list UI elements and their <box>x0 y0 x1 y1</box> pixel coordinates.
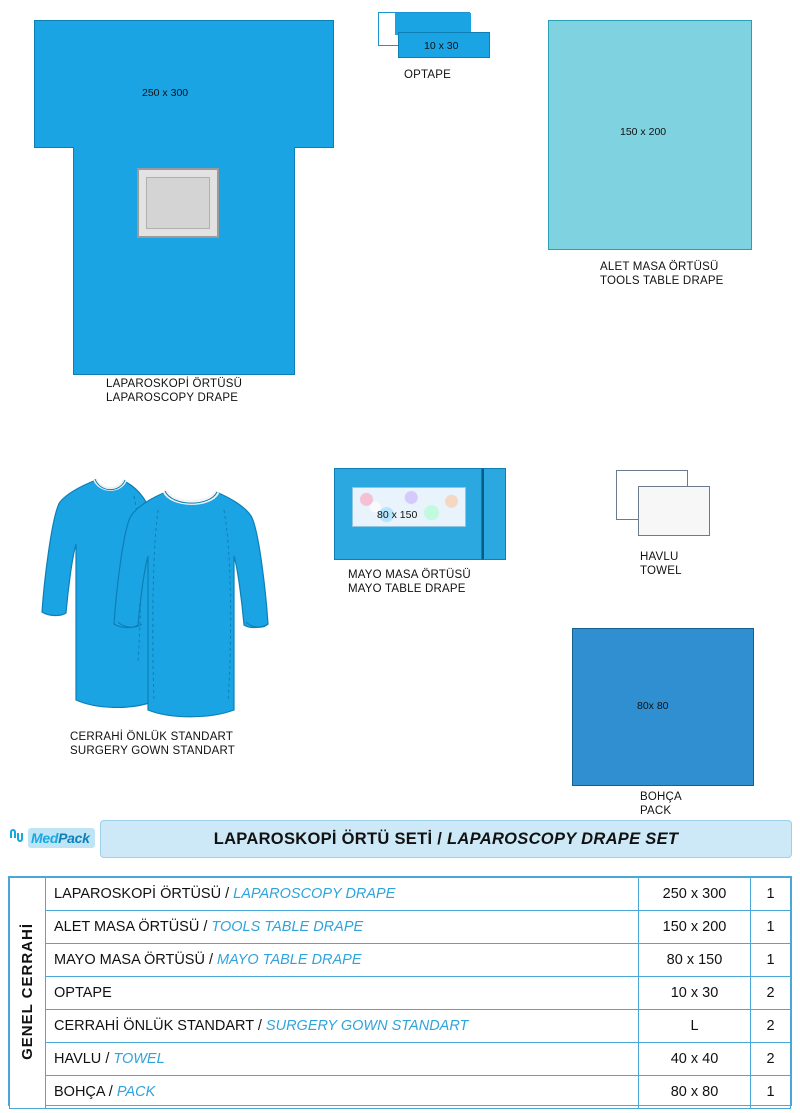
set-title-tr: LAPAROSKOPİ ÖRTÜ SETİ <box>213 829 433 848</box>
item-description <box>46 944 639 977</box>
item-description <box>46 1076 639 1109</box>
item-size: 40 x 40 <box>639 1043 751 1076</box>
table-row <box>10 1010 791 1043</box>
laparoscopy-drape-caption-en: LAPAROSCOPY DRAPE <box>106 392 239 404</box>
surgery-gown-caption-tr: CERRAHİ ÖNLÜK STANDART <box>70 731 234 743</box>
pack-caption-en: PACK <box>640 805 672 817</box>
laparoscopy-drape-illustration <box>34 20 334 375</box>
item-size: L <box>639 1010 751 1043</box>
item-quantity: 1 <box>751 1076 791 1109</box>
item-quantity: 2 <box>751 1010 791 1043</box>
set-title-bar <box>100 820 792 858</box>
towel-caption <box>640 550 682 578</box>
item-name-tr: OPTAPE <box>54 985 112 1001</box>
item-description <box>46 911 639 944</box>
tools-table-drape-caption <box>600 260 724 288</box>
item-name-en: TOWEL <box>113 1051 165 1067</box>
towel-front-sheet <box>638 486 710 536</box>
laparoscopy-drape-dimension: 250 x 300 <box>142 87 189 99</box>
item-name-tr: BOHÇA <box>54 1084 105 1100</box>
mayo-table-drape-caption-en: MAYO TABLE DRAPE <box>348 583 466 595</box>
item-description <box>46 977 639 1010</box>
set-title <box>214 830 679 849</box>
item-name-tr: LAPAROSKOPİ ÖRTÜSÜ <box>54 886 222 902</box>
logo-text-pack: Pack <box>58 830 90 846</box>
item-description <box>46 878 639 911</box>
item-description <box>46 1010 639 1043</box>
pack-caption <box>640 790 682 818</box>
medpack-logo-wordmark <box>28 828 95 848</box>
surgery-gown-svg <box>38 462 288 722</box>
pack-caption-tr: BOHÇA <box>640 791 682 803</box>
set-title-separator: / <box>432 829 448 848</box>
item-quantity: 2 <box>751 1043 791 1076</box>
tools-table-drape-caption-tr: ALET MASA ÖRTÜSÜ <box>600 261 719 273</box>
item-quantity: 1 <box>751 911 791 944</box>
specification-table <box>8 876 792 1106</box>
item-size: 250 x 300 <box>639 878 751 911</box>
item-size: 80 x 80 <box>639 1076 751 1109</box>
table-row <box>10 944 791 977</box>
table-row <box>10 1076 791 1109</box>
laparoscopy-drape-caption-tr: LAPAROSKOPİ ÖRTÜSÜ <box>106 378 243 390</box>
mayo-table-drape-flap <box>482 468 506 560</box>
table-row <box>10 977 791 1010</box>
medpack-logo <box>8 823 100 853</box>
item-quantity: 1 <box>751 944 791 977</box>
surgery-gown-illustration <box>38 462 288 722</box>
item-name-tr: CERRAHİ ÖNLÜK STANDART <box>54 1018 254 1034</box>
mayo-table-drape-caption-tr: MAYO MASA ÖRTÜSÜ <box>348 569 471 581</box>
tools-table-drape-dimension: 150 x 200 <box>620 126 667 138</box>
item-name-en: TOOLS TABLE DRAPE <box>211 919 364 935</box>
table-row <box>10 878 791 911</box>
item-separator: / <box>257 1018 262 1034</box>
item-name-en: MAYO TABLE DRAPE <box>217 952 362 968</box>
group-label-cell <box>10 878 46 1109</box>
item-name-tr: ALET MASA ÖRTÜSÜ <box>54 919 200 935</box>
item-separator: / <box>208 952 213 968</box>
mayo-table-drape-illustration <box>334 468 506 560</box>
item-name-tr: HAVLU <box>54 1051 102 1067</box>
optape-caption: OPTAPE <box>404 69 451 81</box>
item-name-tr: MAYO MASA ÖRTÜSÜ <box>54 952 205 968</box>
mayo-table-drape-dimension: 80 x 150 <box>377 509 418 521</box>
item-description <box>46 1043 639 1076</box>
optape-illustration <box>378 12 498 64</box>
item-quantity: 1 <box>751 878 791 911</box>
set-title-en: LAPAROSCOPY DRAPE SET <box>447 829 679 848</box>
item-separator: / <box>203 919 208 935</box>
tools-table-drape-caption-en: TOOLS TABLE DRAPE <box>600 275 724 287</box>
surgery-gown-caption <box>70 730 235 758</box>
optape-dimension: 10 x 30 <box>424 40 459 52</box>
item-separator: / <box>225 886 230 902</box>
group-label: GENEL CERRAHİ <box>19 922 36 1060</box>
laparoscopy-drape-caption <box>106 377 242 405</box>
item-name-en: SURGERY GOWN STANDART <box>265 1018 469 1034</box>
item-size: 10 x 30 <box>639 977 751 1010</box>
table-row <box>10 1043 791 1076</box>
laparoscopy-drape-top-panel <box>34 20 334 148</box>
medpack-logo-mark-icon <box>8 828 26 848</box>
pack-dimension: 80x 80 <box>637 700 669 712</box>
mayo-table-drape-caption <box>348 568 471 596</box>
towel-caption-tr: HAVLU <box>640 551 679 563</box>
item-size: 80 x 150 <box>639 944 751 977</box>
laparoscopy-drape-fenestration-inner <box>146 177 210 229</box>
mayo-table-drape-reinforced-area <box>352 487 466 527</box>
towel-caption-en: TOWEL <box>640 565 682 577</box>
item-name-en: PACK <box>116 1084 156 1100</box>
item-size: 150 x 200 <box>639 911 751 944</box>
item-name-en: LAPAROSCOPY DRAPE <box>233 886 396 902</box>
item-separator: / <box>108 1084 113 1100</box>
item-quantity: 2 <box>751 977 791 1010</box>
item-separator: / <box>105 1051 110 1067</box>
table-row <box>10 911 791 944</box>
towel-illustration <box>616 470 720 538</box>
logo-text-med: Med <box>31 830 59 846</box>
surgery-gown-caption-en: SURGERY GOWN STANDART <box>70 745 236 757</box>
